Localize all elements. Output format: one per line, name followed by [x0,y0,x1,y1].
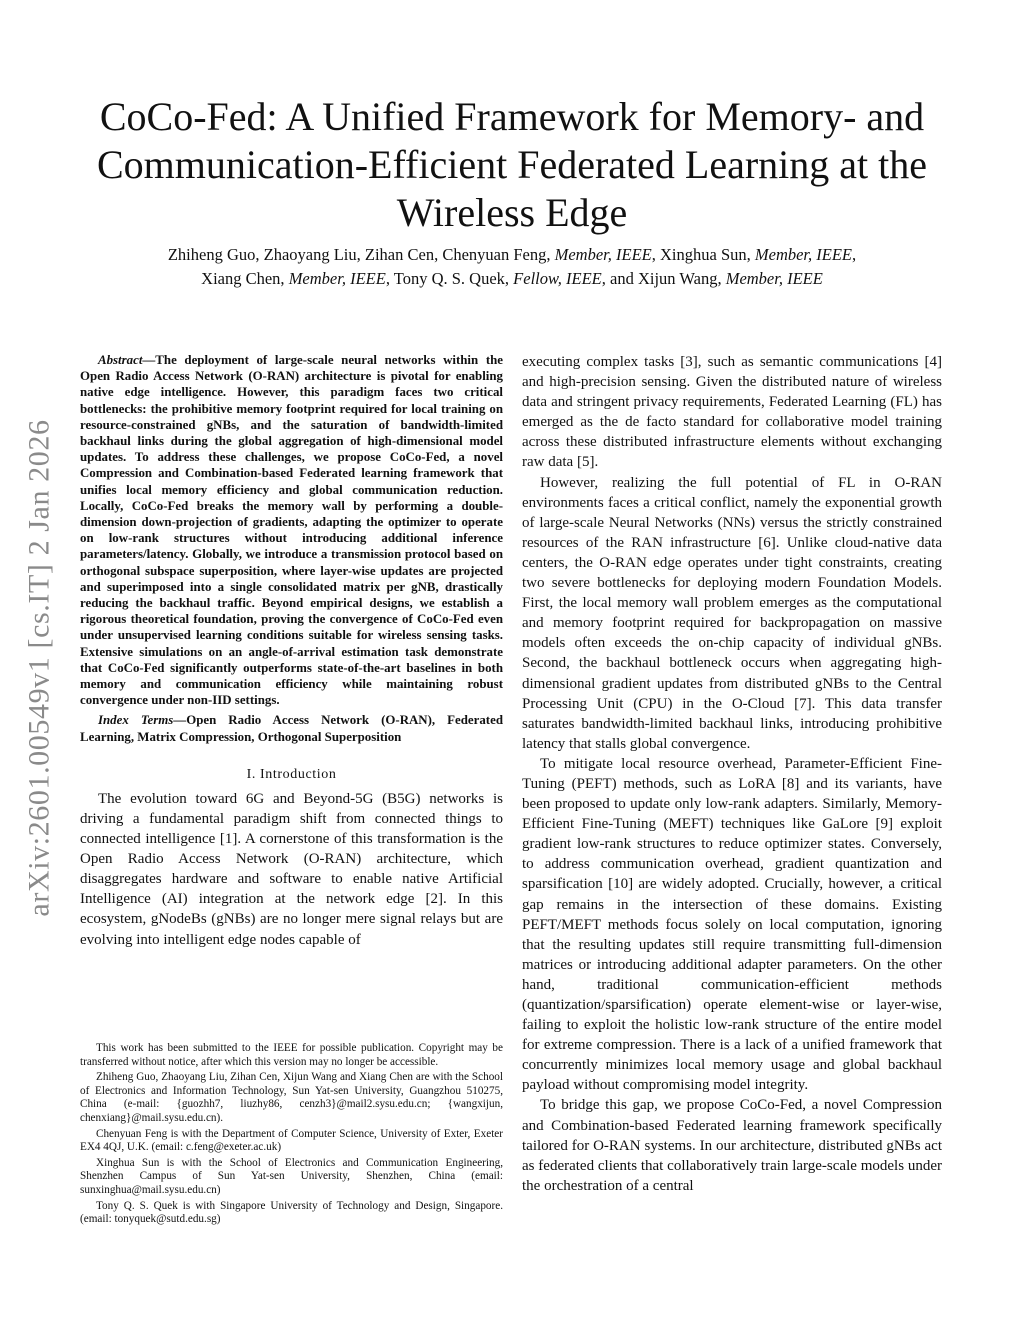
author-names-segment: Zhiheng Guo, Zhaoyang Liu, Zihan Cen, Chenyuan Feng, [167,245,555,264]
footnote-affiliation-exeter: Chenyuan Feng is with the Department of Computer Science, University of Exter, Exeter EX4 4QJ, U.K. (email: c.feng@exeter.ac.uk) [80,1127,503,1154]
author-line-2 [90,267,934,291]
author-names-segment: , Xinghua Sun, [651,245,755,264]
index-terms-label: Index Terms [98,713,174,728]
abstract-label: Abstract [98,353,143,367]
footnotes [80,1042,503,1229]
author-membership: Member, IEEE [725,269,823,288]
abstract-text: —The deployment of large-scale neural networks within the Open Radio Access Network (O-RAN) architecture is pivotal for enabling native edge intelligence. However, this paradigm faces two critical bottlenecks: the prohibitive memory footprint required for local training on resource-constrained gNBs, and the saturation of bandwidth-limited backhaul links during the global aggregation of high-dimensional model updates. To address these challenges, we propose CoCo-Fed, a novel Compression and Combination-based Federated learning framework that unifies local memory efficiency and global communication reduction. Locally, CoCo-Fed breaks the memory wall by performing a double-dimension down-projection of gradients, adapting the optimizer to operate on low-rank structures without introducing additional inference parameters/latency. Globally, we introduce a transmission protocol based on orthogonal subspace superposition, where layer-wise updates are projected and superimposed into a single consolidated matrix per gNB, drastically reducing the backhaul traffic. Beyond empirical designs, we establish a rigorous theoretical foundation, proving the convergence of CoCo-Fed even under unsupervised learning conditions suitable for wireless sensing tasks. Extensive simulations on an angle-of-arrival estimation task demonstrate that CoCo-Fed significantly outperforms state-of-the-art baselines in both memory and communication efficiency while maintaining robust convergence under non-IID settings. [80,353,503,708]
right-paragraph-3: To mitigate local resource overhead, Parameter-Efficient Fine-Tuning (PEFT) methods, such as LoRA [8] and its variants, have been proposed to update only low-rank adapters. Similarly, Memory-Efficient Fine-Tuning (MEFT) techniques like GaLore [9] exploit gradient low-rank structures to reduce optimizer states. Conversely, to address communication overhead, gradient quantization and sparsification [10] are widely adopted. Crucially, however, a critical gap remains in the intersection of these domains. Existing PEFT/MEFT methods focus solely on local computation, ignoring that the resulting updates still require transmitting full-dimension matrices or introducing additional adapter parameters. On the other hand, traditional communication-efficient methods (quantization/sparsification) operate element-wise or layer-wise, failing to exploit the holistic low-rank structure of the entire model for extreme compression. There is a lack of a unified framework that concurrently minimizes local memory usage and global backhaul payload without compromising model integrity. [522,755,942,1094]
author-names-segment: , [852,245,857,264]
paper-title: CoCo-Fed: A Unified Framework for Memory- and Communication-Efficient Federated Learning at the Wireless Edge [96,94,928,235]
author-membership: Member, IEEE [288,269,386,288]
footnote-submission: This work has been submitted to the IEEE for possible publication. Copyright may be transferred without notice, after which this version may no longer be accessible. [80,1042,503,1068]
right-column [522,352,942,1196]
abstract [80,352,503,708]
author-names-segment: Xiang Chen, [201,269,289,288]
footnote-affiliation-sysu: Zhiheng Guo, Zhaoyang Liu, Zihan Cen, Xijun Wang and Xiang Chen are with the School of Electronics and Information Technology, Sun Yat-sen University, Guangzhou 510275, China (e-mail: {guozhh7, liuzhy86, cenzh3}@mail2.sysu.edu.cn; {wangxijun, chenxiang}@mail.sysu.edu.cn). [80,1071,503,1124]
author-names-segment: , Tony Q. S. Quek, [385,269,514,288]
arxiv-identifier: arXiv:2601.00549v1 [cs.IT] 2 Jan 2026 [23,418,56,917]
index-terms-text: —Open Radio Access Network (O-RAN), Federated Learning, Matrix Compression, Orthogonal Superposition [80,713,503,744]
author-membership: Member, IEEE [554,245,652,264]
right-paragraph-2: However, realizing the full potential of FL in O-RAN environments faces a critical conflict, namely the exponential growth of large-scale Neural Networks (NNs) versus the strictly constrained resources of the RAN infrastructure [6]. Unlike cloud-native data centers, the O-RAN edge operates under tight constraints, creating two severe bottlenecks for deploying modern Foundation Models. First, the local memory wall problem emerges as the computational and memory footprint required for backpropagation on massive models often exceeds the on-chip capacity of individual gNBs. Second, the backhaul bottleneck occurs when aggregating high-dimensional gradient updates from distributed gNBs to the Central Processing Unit (CPU) in the O-Cloud [7]. This data transfer saturates bandwidth-limited backhaul links, introducing prohibitive latency that stalls global convergence. [522,474,942,752]
arxiv-identifier-stamp [8,385,72,950]
author-line-1 [90,243,934,267]
footnote-affiliation-shenzhen: Xinghua Sun is with the School of Electronics and Communication Engineering, Shenzhen Campus of Sun Yat-sen University, Shenzhen, China (email: sunxinghua@mail.sysu.edu.cn) [80,1156,503,1196]
left-column [80,352,503,950]
author-list [90,243,934,291]
author-names-segment: , and Xijun Wang, [601,269,726,288]
author-membership: Fellow, IEEE [513,269,602,288]
section-heading-introduction: I. Introduction [246,766,337,782]
index-terms [80,712,503,744]
right-paragraph-1: executing complex tasks [3], such as semantic communications [4] and high-precision sensing. Given the distributed nature of wireless data and stringent privacy requirements, Federated Learning (FL) has emerged as the de facto standard for collaborative model training across these distributed infrastructure elements without exchanging raw data [5]. [522,354,942,471]
author-membership: Member, IEEE [754,245,853,264]
footnote-affiliation-sutd: Tony Q. S. Quek is with Singapore University of Technology and Design, Singapore. (email: tonyquek@sutd.edu.sg) [80,1199,503,1226]
right-paragraph-4: To bridge this gap, we propose CoCo-Fed, a novel Compression and Combination-based Federated learning framework specifically tailored for O-RAN systems. In our architecture, distributed gNBs act as federated clients that collaboratively train large-scale models under the orchestration of a central [522,1097,942,1194]
intro-paragraph-1: The evolution toward 6G and Beyond-5G (B5G) networks is driving a fundamental paradigm shift from connected things to connected intelligence [1]. A cornerstone of this transformation is the Open Radio Access Network (O-RAN) architecture, which disaggregates hardware and software to enable native Artificial Intelligence (AI) integration at the network edge [2]. In this ecosystem, gNodeBs (gNBs) are no longer mere signal relays but are evolving into intelligent edge nodes capable of [80,790,503,948]
